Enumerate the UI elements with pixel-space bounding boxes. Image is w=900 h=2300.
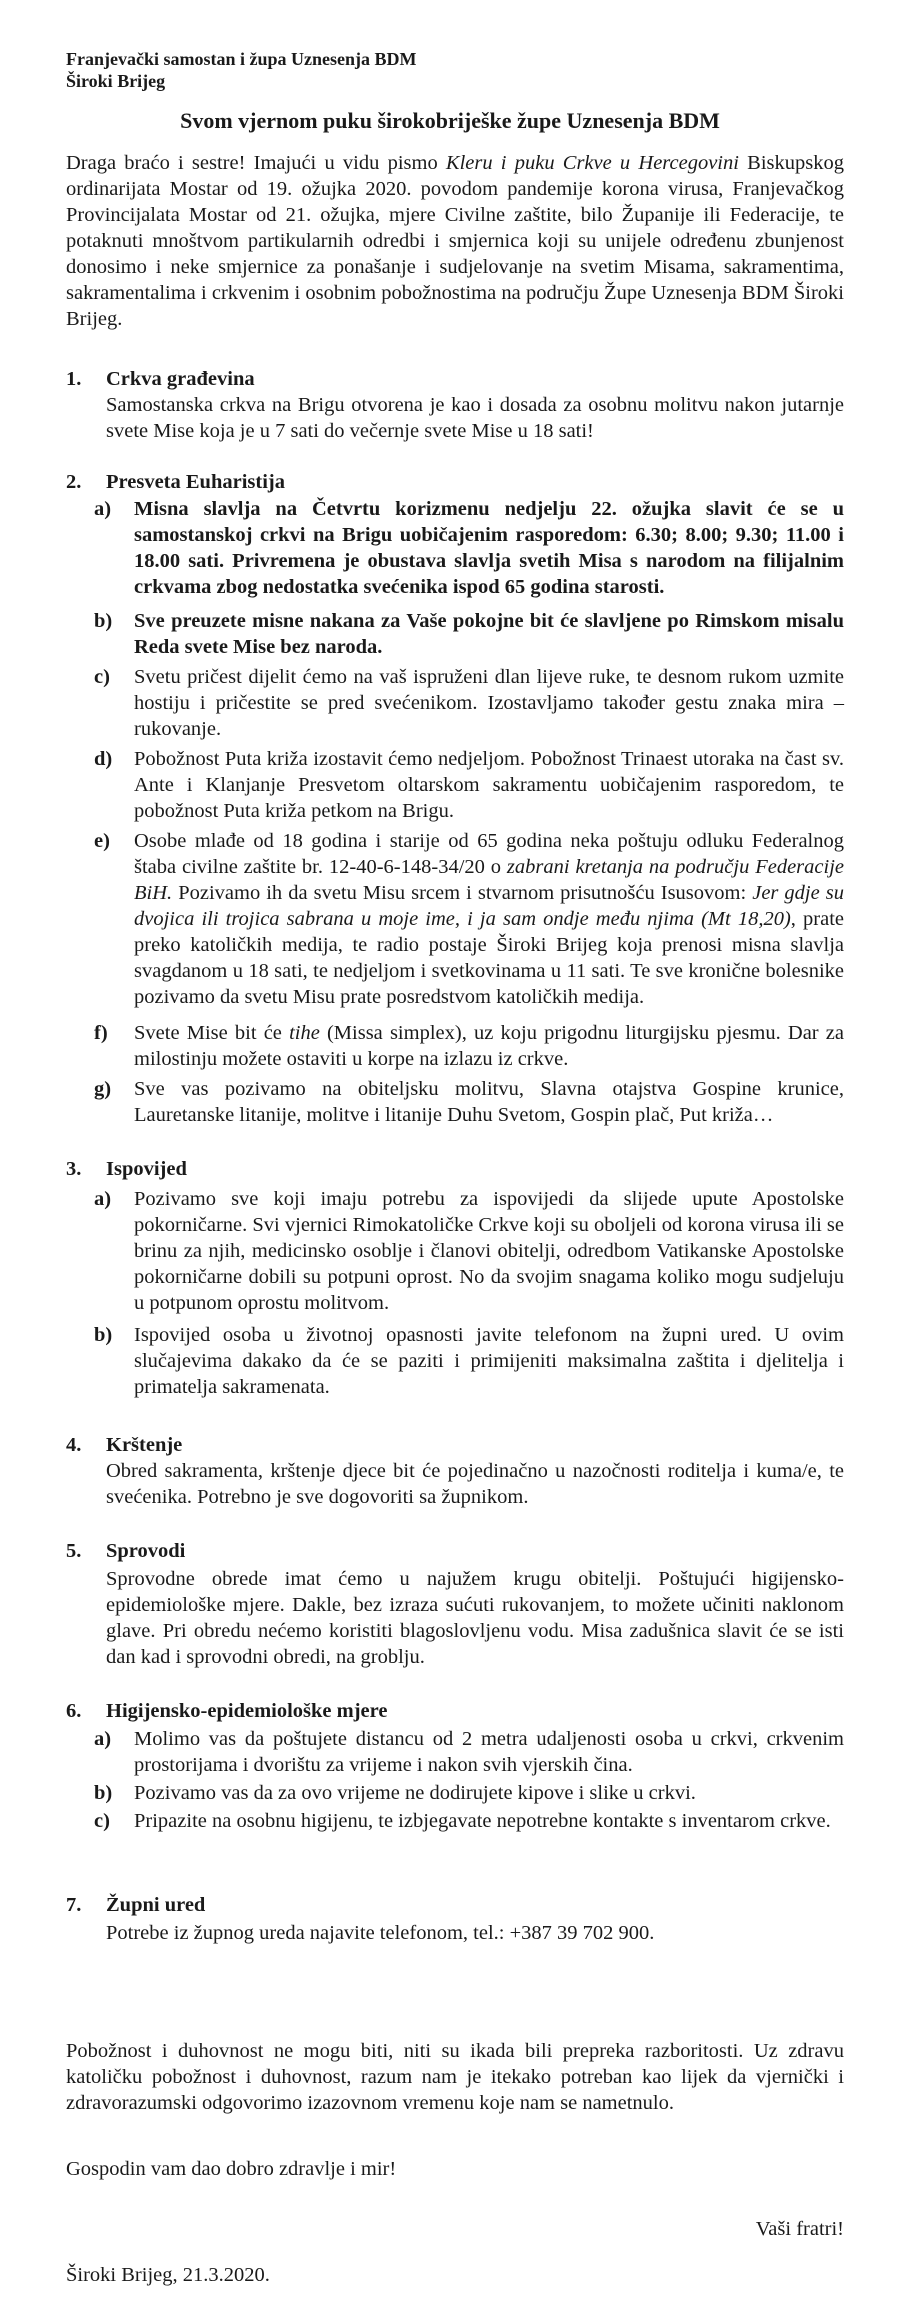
intro-text-1: Draga braćo i sestre! Imajući u vidu pismo [66,152,446,174]
item-text: Pripazite na osobnu higijenu, te izbjegavate nepotrebne kontakte s inventarom crkve. [134,1810,831,1832]
section-title: Higijensko-epidemiološke mjere [106,1700,388,1722]
section-5-heading [66,1540,185,1563]
section-2-item-f [94,1020,844,1072]
item-letter: a) [94,1188,112,1210]
section-1-text: Samostanska crkva na Brigu otvorena je kao i dosada za osobnu molitvu nakon jutarnje svete Mise koja je u 7 sati do večernje svete Mise u 18 sati! [106,394,844,442]
section-2-item-d [94,746,844,824]
intro-text-2: Biskupskog ordinarijata Mostar od 19. ožujka 2020. povodom pandemije korona virusa, Franjevačkog Provincijalata Mostar od 21. ožujka, mjere Civilne zaštite, bilo Županije ili Federacije, te potaknuti mnoštvom partikularnih odredbi i smjernica koji su unijele određenu zbunjenost donosimo i neke smjernice za ponašanje i sudjelovanje na svetim Misama, sakramentima, sakramentalima i crkvenim i osobnim pobožnostima na području Župe Uznesenja BDM Široki Brijeg. [66,152,844,330]
closing-blessing: Gospodin vam dao dobro zdravlje i mir! [66,2158,397,2180]
item-e-italic-2: Jer gdje su dvojica ili trojica sabrana u moje ime, i ja sam ondje među njima (Mt 18,20) [134,882,845,930]
section-title: Crkva građevina [106,368,255,390]
section-title: Ispovijed [106,1158,187,1180]
item-letter: b) [94,1324,113,1346]
item-letter: a) [94,498,112,520]
section-number: 5. [66,1540,82,1562]
item-text: Ispovijed osoba u životnoj opasnosti javite telefonom na župni ured. U ovim slučajevima dakako da će se paziti i primijeniti maksimalna zaštita i djelitelja i primatelja sakramenata. [134,1324,844,1398]
section-6-item-b [94,1780,844,1806]
section-2-heading [66,471,285,494]
item-letter: e) [94,830,110,852]
section-2-item-a [94,496,844,600]
item-e-text-3: , prate preko katoličkih medija, te radio postaje Široki Brijeg koja prenosi misna slavlja svagdanom u 18 sati, te nedjeljom i svetkovinama u 11 sati. Te sve kronične bolesnike pozivamo da svetu Misu prate posredstvom katoličkih medija. [134,908,844,1008]
section-2-item-c [94,664,844,742]
item-f-text-2: (Missa simplex), uz koju prigodnu liturgijsku pjesmu. Dar za milostinju možete ostaviti u korpe na izlazu iz crkve. [134,1022,844,1070]
section-title: Sprovodi [106,1540,186,1562]
intro-italic: Kleru i puku Crkve u Hercegovini [445,152,739,174]
item-letter: g) [94,1078,112,1100]
item-letter: d) [94,748,113,770]
place-and-date: Široki Brijeg, 21.3.2020. [66,2264,270,2286]
item-text [134,1020,844,1072]
item-text: Pozivamo sve koji imaju potrebu za ispovijedi da slijede upute Apostolske pokorničarne. Svi vjernici Rimokatoličke Crkve koji su oboljeli od korona virusa ili se brinu za njih, medicinsko osoblje i članovi obitelji, odredbom Vatikanske Apostolske pokorničarne dobili su potpuni oprost. No da svojim snagama koliko mogu sudjeluju u potpunom oprostu molitvom. [134,1188,844,1314]
item-text: Svetu pričest dijelit ćemo na vaš ispruženi dlan lijeve ruke, te desnom rukom uzmite hostiju i pričestite se pred svećenikom. Izostavljamo također gestu znaka mira – rukovanje. [134,666,844,740]
section-title: Krštenje [106,1434,183,1456]
item-letter: f) [94,1022,108,1044]
letterhead-institution: Franjevački samostan i župa Uznesenja BDM [66,49,417,69]
item-f-italic: tihe [289,1022,320,1044]
section-3-item-b [94,1322,844,1400]
item-text: Pobožnost Puta križa izostavit ćemo nedjeljom. Pobožnost Trinaest utoraka na čast sv. Ante i Klanjanje Presvetom oltarskom sakramentu uobičajenim rasporedom, te pobožnost Puta križa petkom na Brigu. [134,748,844,822]
section-2-item-g [94,1076,844,1128]
item-e-italic-1: zabrani kretanja na području Federacije BiH. [134,856,844,904]
section-number: 3. [66,1158,82,1180]
section-number: 2. [66,471,82,493]
section-6-heading [66,1700,387,1723]
letterhead [66,48,416,92]
section-number: 4. [66,1434,82,1456]
section-3-heading [66,1158,187,1181]
item-text [134,828,844,1010]
section-title: Župni ured [106,1894,206,1916]
section-title: Presveta Euharistija [106,471,285,493]
section-3-item-a [94,1186,844,1316]
item-text: Sve preuzete misne nakana za Vaše pokojne bit će slavljene po Rimskom misalu Reda svete Mise bez naroda. [134,610,844,658]
intro-paragraph [66,150,844,332]
item-text: Molimo vas da poštujete distancu od 2 metra udaljenosti osoba u crkvi, crkvenim prostorijama i dvorištu za vrijeme i nakon svih vjerskih čina. [134,1728,844,1776]
section-number: 1. [66,368,82,390]
section-number: 7. [66,1894,82,1916]
item-text: Sve vas pozivamo na obiteljsku molitvu, Slavna otajstva Gospine krunice, Lauretanske litanije, molitve i litanije Duhu Svetom, Gospin plač, Put križa… [134,1078,844,1126]
item-e-text-1: Osobe mlađe od 18 godina i starije od 65 godina neka poštuju odluku Federalnog štaba civilne zaštite br. 12-40-6-148-34/20 o [134,830,844,878]
document-title: Svom vjernom puku širokobriješke župe Uznesenja BDM [180,108,720,133]
item-text: Misna slavlja na Četvrtu korizmenu nedjelju 22. ožujka slavit će se u samostanskoj crkvi na Brigu uobičajenim rasporedom: 6.30; 8.00; 9.30; 11.00 i 18.00 sati. Privremena je obustava slavlja svetih Misa s narodom na filijalnim crkvama zbog nedostatka svećenika ispod 65 godina starosti. [134,498,844,598]
item-letter: a) [94,1728,112,1750]
item-letter: b) [94,1782,113,1804]
item-text: Pozivamo vas da za ovo vrijeme ne dodirujete kipove i slike u crkvi. [134,1782,696,1804]
section-2-item-e [94,828,844,1010]
item-letter: c) [94,666,110,688]
item-letter: c) [94,1810,110,1832]
section-1-heading [66,368,255,391]
section-2-item-b [94,608,844,660]
section-number: 6. [66,1700,82,1722]
closing-paragraph: Pobožnost i duhovnost ne mogu biti, niti su ikada bili prepreka razboritosti. Uz zdravu katoličku pobožnost i duhovnost, razum nam je itekako potreban kao lijek da vjernički i zdravorazumski odgovorimo izazovnom vremenu koje nam se nametnulo. [66,2040,844,2114]
section-5-text: Sprovodne obrede imat ćemo u najužem krugu obitelji. Poštujući higijensko-epidemiološke mjere. Dakle, bez izraza sućuti rukovanjem, to možete učiniti naklonom glave. Pri obredu nećemo koristiti blagoslovljenu vodu. Misa zadušnica slavit će se isti dan kad i sprovodni obredi, na groblju. [106,1568,844,1668]
signature: Vaši fratri! [755,2218,844,2240]
item-letter: b) [94,610,113,632]
item-e-text-2: Pozivamo ih da svetu Misu srcem i stvarnom prisutnošću Isusovom: [172,882,753,904]
letterhead-place: Široki Brijeg [66,71,166,91]
section-6-item-a [94,1726,844,1778]
section-4-text: Obred sakramenta, krštenje djece bit će pojedinačno u nazočnosti roditelja i kuma/e, te svećenika. Potrebno je sve dogovoriti sa župnikom. [106,1460,844,1508]
section-7-heading [66,1894,205,1917]
item-f-text-1: Svete Mise bit će [134,1022,290,1044]
section-7-text: Potrebe iz župnog ureda najavite telefonom, tel.: +387 39 702 900. [106,1922,655,1944]
section-6-item-c [94,1808,844,1834]
section-4-heading [66,1434,182,1457]
